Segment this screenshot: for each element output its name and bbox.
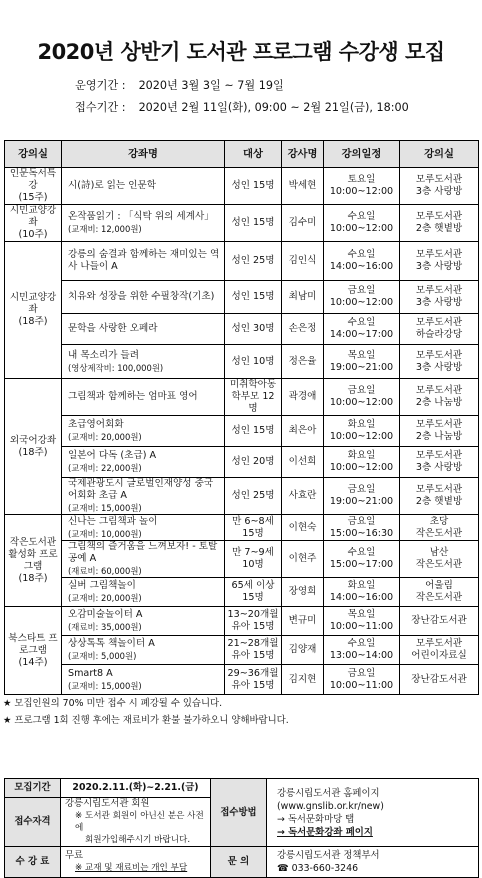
category-weeks: (18주)	[18, 316, 48, 327]
fee-line: 무료	[65, 850, 84, 861]
category-name: 시민교양강좌	[9, 205, 57, 228]
schedule-time: 15:00~16:30	[329, 527, 394, 539]
course-cell	[62, 478, 225, 515]
room-line: 3층 사랑방	[415, 186, 463, 197]
course-fee: (교재비: 15,000원)	[68, 503, 142, 513]
room-cell	[400, 541, 479, 578]
course-name: 그림책과 함께하는 엄마표 영어	[68, 391, 198, 402]
table-row	[5, 168, 479, 205]
schedule-day: 수요일	[347, 547, 376, 558]
room-cell	[400, 168, 479, 205]
table-row	[5, 416, 479, 447]
schedule-time: 10:00~12:00	[329, 223, 394, 234]
course-name: 상상톡톡 책놀이터 A	[68, 638, 155, 649]
schedule-day: 수요일	[347, 317, 376, 328]
table-row	[5, 607, 479, 636]
schedule-time: 10:00~12:00	[329, 431, 394, 442]
schedule-cell	[324, 416, 400, 447]
course-cell	[62, 665, 225, 695]
teacher-cell: 최은아	[282, 416, 324, 447]
category-cell	[5, 168, 62, 205]
room-line: 모루도서관	[415, 317, 463, 328]
course-name: 초급영어회화	[68, 419, 124, 430]
schedule-time: 10:00~12:00	[329, 297, 394, 308]
table-row	[5, 242, 479, 281]
course-name: 그림책의 즐거움을 느껴보자! - 토탈공예 A	[68, 541, 218, 564]
course-cell	[62, 242, 225, 281]
method-line: 강릉시립도서관 홈페이지	[277, 787, 380, 799]
category-name: 북스타트 프로그램	[8, 632, 58, 656]
header-cell: 강사명	[282, 141, 324, 168]
course-name: 온작품읽기 : 「식탁 위의 세계사」	[68, 211, 214, 222]
room-line: 하슬라강당	[415, 329, 463, 340]
course-cell	[62, 541, 225, 578]
room-cell	[400, 636, 479, 665]
category-cell	[5, 515, 62, 607]
header-cell: 강의일정	[324, 141, 400, 168]
schedule-cell	[324, 345, 400, 379]
room-line: 어울림	[425, 580, 453, 591]
table-row	[5, 478, 479, 515]
teacher-cell: 곽경애	[282, 379, 324, 416]
schedule-cell	[324, 281, 400, 314]
schedule-cell	[324, 515, 400, 541]
room-cell	[400, 607, 479, 636]
room-line: 3층 사랑방	[415, 462, 463, 473]
course-fee: (교재비: 15,000원)	[68, 680, 142, 691]
target-cell	[225, 205, 282, 242]
room-line: 3층 사랑방	[415, 297, 463, 308]
category-weeks: (18주)	[18, 446, 48, 458]
teacher-cell: 손은정	[282, 314, 324, 345]
room-cell	[400, 379, 479, 416]
target-line: 65세 이상	[231, 580, 275, 591]
schedule-time: 10:00~12:00	[329, 186, 394, 197]
notes	[3, 695, 289, 729]
target-line: 만 6~8세	[232, 515, 274, 527]
course-name: Smart8 A	[68, 667, 113, 679]
course-name: 일본어 다독 (초급) A	[68, 450, 157, 461]
room-line: 모루도서관	[415, 484, 463, 495]
course-name: 실버 그림책놀이	[68, 580, 136, 591]
table-row	[5, 578, 479, 607]
schedule-day: 수요일	[347, 211, 376, 222]
schedule-day: 화요일	[347, 419, 376, 430]
teacher-cell: 이선희	[282, 447, 324, 478]
course-cell	[62, 636, 225, 665]
category-cell	[5, 607, 62, 695]
qual-label: 접수자격	[5, 798, 61, 847]
teacher-cell: 김인식	[282, 242, 324, 281]
teacher-cell: 김지현	[282, 665, 324, 695]
target-line: 15명	[242, 527, 264, 539]
room-line: 모루도서관	[415, 285, 463, 296]
category-weeks: (18주)	[18, 572, 48, 584]
table-row	[5, 447, 479, 478]
target-line: 13~20개월	[227, 609, 279, 620]
target-line: 성인 10명	[231, 355, 275, 367]
teacher-cell: 장영희	[282, 578, 324, 607]
room-cell	[400, 281, 479, 314]
target-line: 성인 30명	[231, 323, 275, 334]
program-table	[4, 140, 479, 695]
table-row	[5, 281, 479, 314]
target-line: 미취학아동	[229, 379, 277, 390]
schedule-time: 14:00~16:00	[329, 592, 394, 603]
schedule-cell	[324, 541, 400, 578]
page-title: 2020년 상반기 도서관 프로그램 수강생 모집	[37, 40, 445, 64]
course-fee: (교재비: 20,000원)	[68, 593, 142, 603]
period-value: 2020.2.11.(화)~2.21.(금)	[61, 779, 211, 798]
schedule-cell	[324, 379, 400, 416]
room-line: 모루도서관	[415, 638, 463, 649]
table-row	[5, 314, 479, 345]
schedule-day: 금요일	[347, 515, 376, 527]
course-name: 문학을 사랑한 오페라	[68, 323, 158, 334]
schedule-time: 19:00~21:00	[329, 496, 394, 507]
room-cell	[400, 515, 479, 541]
category-weeks: (15주)	[18, 192, 48, 203]
target-line: 성인 15명	[231, 291, 275, 302]
header-cell: 대상	[225, 141, 282, 168]
run-period	[75, 77, 284, 93]
schedule-cell	[324, 168, 400, 205]
course-cell	[62, 515, 225, 541]
category-name: 작은도서관 활성화 프로그램	[8, 536, 58, 572]
target-line: 성인 15명	[231, 180, 275, 191]
target-line: 성인 25명	[231, 255, 275, 266]
contact-phone: ☎ 033-660-3246	[277, 863, 359, 874]
room-line: 2층 나눔방	[415, 431, 463, 442]
qual-value	[61, 798, 211, 847]
method-page-link[interactable]: → 독서문화강좌 페이지	[277, 826, 373, 838]
course-cell	[62, 168, 225, 205]
room-line: 모루도서관	[415, 249, 463, 260]
note-refund: ★ 프로그램 1회 진행 후에는 재료비가 환불 불가하오니 양해바랍니다.	[3, 715, 289, 726]
table-row	[5, 665, 479, 695]
method-line: → 독서문화마당 탭	[277, 813, 355, 825]
course-fee: (영상제작비: 100,000원)	[68, 362, 164, 373]
schedule-day: 수요일	[347, 638, 376, 649]
room-line: 모루도서관	[415, 349, 463, 361]
room-cell	[400, 205, 479, 242]
course-cell	[62, 447, 225, 478]
target-line: 만 7~9세	[232, 547, 274, 558]
schedule-time: 10:00~12:00	[329, 397, 394, 408]
room-line: 2층 햇볕방	[415, 496, 463, 507]
qual-note: 회원가입해주시기 바랍니다.	[85, 835, 191, 845]
category-weeks: (14주)	[18, 656, 48, 668]
target-cell	[225, 416, 282, 447]
target-line: 성인 15명	[231, 217, 275, 228]
schedule-cell	[324, 314, 400, 345]
schedule-time: 10:00~12:00	[329, 462, 394, 473]
target-line: 유아 15명	[231, 621, 275, 632]
room-line: 어린이자료실	[411, 650, 467, 661]
schedule-time: 13:00~14:00	[329, 650, 394, 661]
note-closing: ★ 모집인원의 70% 미만 접수 시 폐강될 수 있습니다.	[3, 698, 223, 709]
fee-value	[61, 847, 211, 878]
schedule-cell	[324, 607, 400, 636]
course-name: 시(詩)로 읽는 인문학	[68, 180, 157, 191]
schedule-day: 화요일	[347, 450, 376, 461]
target-cell	[225, 447, 282, 478]
category-name: 시민교양강좌	[9, 292, 57, 315]
schedule-day: 목요일	[347, 609, 376, 620]
target-cell	[225, 281, 282, 314]
course-cell	[62, 379, 225, 416]
room-line: 2층 나눔방	[415, 397, 463, 408]
target-cell	[225, 168, 282, 205]
course-name: 국제관광도시 글로벌인재양성 중국어회화 초급 A	[68, 478, 214, 501]
room-cell	[400, 478, 479, 515]
fee-label: 수 강 료	[5, 847, 61, 878]
target-cell	[225, 314, 282, 345]
qual-line: 강릉시립도서관 회원	[65, 798, 150, 809]
apply-period	[75, 99, 409, 115]
target-line: 21~28개월	[227, 638, 279, 649]
schedule-day: 금요일	[347, 385, 376, 396]
schedule-time: 14:00~16:00	[329, 261, 394, 272]
apply-period-label: 접수기간 :	[75, 101, 126, 114]
course-fee: (교재비: 12,000원)	[68, 224, 142, 234]
room-line: 장난감도서관	[411, 615, 467, 626]
apply-period-value: 2020년 2월 11일(화), 09:00 ~ 2월 21일(금), 18:00	[138, 101, 409, 114]
schedule-cell	[324, 636, 400, 665]
target-line: 10명	[242, 559, 264, 570]
room-line: 작은도서관	[415, 527, 463, 539]
method-value	[267, 779, 479, 847]
header-cell: 강의실	[5, 141, 62, 168]
schedule-day: 목요일	[347, 349, 376, 361]
schedule-time: 19:00~21:00	[329, 361, 394, 373]
schedule-cell	[324, 205, 400, 242]
schedule-time: 10:00~11:00	[329, 621, 394, 632]
qual-note: ※ 도서관 회원이 아닌신 분은 사전에	[75, 811, 204, 833]
target-line: 15명	[242, 592, 264, 603]
room-line: 모루도서관	[415, 385, 463, 396]
teacher-cell: 이현주	[282, 541, 324, 578]
target-cell	[225, 636, 282, 665]
schedule-cell	[324, 578, 400, 607]
table-row	[5, 541, 479, 578]
target-line: 유아 15명	[231, 679, 275, 691]
table-row	[5, 379, 479, 416]
course-name: 내 목소리가 들려	[68, 349, 139, 361]
fee-note: ※ 교재 및 재료비는 개인 부담	[75, 863, 188, 873]
teacher-cell: 정은율	[282, 345, 324, 379]
teacher-cell: 최남미	[282, 281, 324, 314]
table-header	[5, 141, 479, 168]
contact-value	[267, 847, 479, 878]
run-period-value: 2020년 3월 3일 ~ 7월 19일	[138, 79, 284, 92]
category-name: 인문독서특강	[9, 168, 57, 191]
room-line: 모루도서관	[415, 450, 463, 461]
course-name: 신나는 그림책과 놀이	[68, 515, 158, 527]
teacher-cell: 사효란	[282, 478, 324, 515]
room-cell	[400, 345, 479, 379]
course-name: 오감미술놀이터 A	[68, 609, 143, 620]
target-line: 29~36개월	[227, 667, 279, 679]
room-line: 모루도서관	[415, 174, 463, 185]
target-line: 학부모 12명	[231, 391, 275, 414]
course-cell	[62, 281, 225, 314]
contact-line: 강릉시립도서관 정책부서	[277, 850, 380, 861]
header-cell: 강의실	[400, 141, 479, 168]
target-cell	[225, 578, 282, 607]
course-name: 치유와 성장을 위한 수필창작(기초)	[68, 291, 215, 302]
target-cell	[225, 665, 282, 695]
schedule-time: 15:00~17:00	[329, 559, 394, 570]
table-row	[5, 205, 479, 242]
category-name: 외국어강좌	[9, 434, 57, 446]
course-fee: (교재비: 10,000원)	[68, 528, 142, 539]
room-line: 모루도서관	[415, 211, 463, 222]
target-line: 성인 25명	[231, 490, 275, 501]
schedule-day: 화요일	[347, 580, 376, 591]
room-cell	[400, 447, 479, 478]
method-label: 접수방법	[211, 779, 267, 847]
course-fee: (재료비: 60,000원)	[68, 566, 142, 576]
schedule-cell	[324, 478, 400, 515]
schedule-day: 토요일	[347, 174, 376, 185]
course-fee: (교재비: 22,000원)	[68, 463, 142, 473]
target-line: 성인 15명	[231, 425, 275, 436]
room-line: 모루도서관	[415, 419, 463, 430]
course-cell	[62, 345, 225, 379]
room-line: 3층 사랑방	[415, 361, 463, 373]
room-line: 2층 햇볕방	[415, 223, 463, 234]
course-fee: (재료비: 35,000원)	[68, 622, 142, 632]
schedule-time: 14:00~17:00	[329, 329, 394, 340]
course-fee: (교재비: 20,000원)	[68, 432, 142, 442]
course-cell	[62, 607, 225, 636]
target-cell	[225, 515, 282, 541]
teacher-cell: 변규미	[282, 607, 324, 636]
course-cell	[62, 205, 225, 242]
teacher-cell: 박세현	[282, 168, 324, 205]
category-weeks: (10주)	[18, 229, 48, 240]
table-row	[5, 345, 479, 379]
target-cell	[225, 345, 282, 379]
table-row	[5, 515, 479, 541]
category-cell	[5, 379, 62, 515]
room-cell	[400, 314, 479, 345]
course-name: 강릉의 숨결과 함께하는 재미있는 역사 나들이 A	[68, 249, 220, 272]
teacher-cell: 김수미	[282, 205, 324, 242]
target-cell	[225, 242, 282, 281]
schedule-day: 금요일	[347, 667, 376, 679]
room-line: 초당	[429, 515, 449, 527]
info-table	[4, 778, 479, 878]
schedule-cell	[324, 242, 400, 281]
target-line: 유아 15명	[231, 650, 275, 661]
period-label: 모집기간	[5, 779, 61, 798]
target-cell	[225, 607, 282, 636]
contact-label: 문 의	[211, 847, 267, 878]
schedule-cell	[324, 665, 400, 695]
schedule-day: 금요일	[347, 484, 376, 495]
room-line: 장난감도서관	[411, 673, 467, 685]
header-cell: 강좌명	[62, 141, 225, 168]
schedule-cell	[324, 447, 400, 478]
method-url[interactable]: (www.gnslib.or.kr/new)	[277, 800, 384, 812]
room-line: 3층 사랑방	[415, 261, 463, 272]
target-line: 성인 20명	[231, 456, 275, 467]
room-line: 남산	[429, 547, 449, 558]
target-cell	[225, 379, 282, 416]
category-cell	[5, 242, 62, 379]
schedule-day: 금요일	[347, 285, 376, 296]
room-line: 작은도서관	[415, 592, 463, 603]
table-row	[5, 636, 479, 665]
run-period-label: 운영기간 :	[75, 79, 126, 92]
schedule-day: 수요일	[347, 249, 376, 260]
teacher-cell: 김양재	[282, 636, 324, 665]
teacher-cell: 이현숙	[282, 515, 324, 541]
room-cell	[400, 578, 479, 607]
room-cell	[400, 416, 479, 447]
course-fee: (교재비: 5,000원)	[68, 651, 137, 661]
target-cell	[225, 478, 282, 515]
target-cell	[225, 541, 282, 578]
schedule-time: 10:00~11:00	[329, 679, 394, 691]
room-line: 작은도서관	[415, 559, 463, 570]
room-cell	[400, 242, 479, 281]
room-cell	[400, 665, 479, 695]
category-cell	[5, 205, 62, 242]
course-cell	[62, 416, 225, 447]
course-cell	[62, 578, 225, 607]
course-cell	[62, 314, 225, 345]
